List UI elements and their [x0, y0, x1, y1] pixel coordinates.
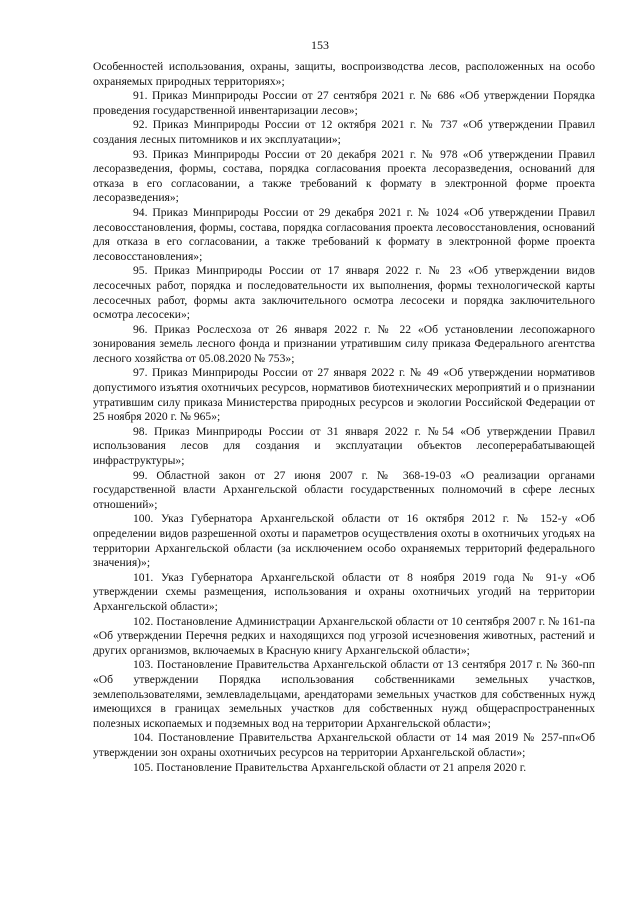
list-item-91: 91. Приказ Минприроды России от 27 сентября 2021 г. № 686 «Об утверждении Порядка проведения государственной инвентаризации лесов»; [93, 89, 595, 117]
list-item-97: 97. Приказ Минприроды России от 27 января 2022 г. № 49 «Об утверждении нормативов допустимого изъятия охотничьих ресурсов, нормативов биотехнических мероприятий и о признании утратившим силу приказа Министерства природных ресурсов и экологии Российской Федерации от 25 ноября 2020 г. № 965»; [93, 366, 595, 424]
list-item-105: 105. Постановление Правительства Архангельской области от 21 апреля 2020 г. [133, 760, 527, 774]
list-item-101: 101. Указ Губернатора Архангельской области от 8 ноября 2019 года № 91-у «Об утверждении схемы размещения, использования и охраны охотничьих угодий на территории Архангельской области»; [93, 570, 595, 613]
list-item-102: 102. Постановление Администрации Архангельской области от 10 сентября 2007 г. № 161-па «Об утверждении Перечня редких и находящихся под угрозой исчезновения животных, растений и других организмов, включаемых в Красную книгу Архангельской области»; [93, 614, 595, 657]
list-item-100: 100. Указ Губернатора Архангельской области от 16 октября 2012 г. № 152-у «Об определении видов разрешенной охоты и параметров осуществления охоты в охотничьих угодьях на территории Архангельской области (за исключением особо охраняемых территорий федерального значения)»; [93, 512, 595, 570]
list-item-96: 96. Приказ Рослесхоза от 26 января 2022 г. № 22 «Об установлении лесопожарного зонирования земель лесного фонда и признании утратившим силу приказа Федерального агентства лесного хозяйства от 05.08.2020 № 753»; [93, 322, 595, 365]
list-item-94: 94. Приказ Минприроды России от 29 декабря 2021 г. № 1024 «Об утверждении Правил лесовосстановления, формы, состава, порядка согласования проекта лесовосстановления, оснований для отказа в его согласовании, а также требований к формату в электронной форме проекта лесовосстановления»; [93, 205, 595, 263]
list-item-104: 104. Постановление Правительства Архангельской области от 14 мая 2019 № 257-пп«Об утверждении зон охраны охотничьих ресурсов на территории Архангельской области»; [93, 731, 595, 759]
list-item-103: 103. Постановление Правительства Архангельской области от 13 сентября 2017 г. № 360-пп «Об утверждении Порядка использования собственниками земельных участков, землепользователями, землевладельцами, арендаторами земельных участков для собственных нужд имеющихся в границах земельных участков для собственных нужд общераспространенных полезных ископаемых и подземных вод на территории Архангельской области»; [93, 658, 595, 730]
list-item-93: 93. Приказ Минприроды России от 20 декабря 2021 г. № 978 «Об утверждении Правил лесоразведения, формы, состава, порядка согласования проекта лесоразведения, оснований для отказа в его согласовании, а также требований к формату в электронной форме проекта лесоразведения»; [93, 147, 595, 205]
list-item-95: 95. Приказ Минприроды России от 17 января 2022 г. № 23 «Об утверждении видов лесосечных работ, порядка и последовательности их выполнения, формы технологической карты лесосечных работ, формы акта заключительного осмотра лесосеки и порядка заключительного осмотра лесосеки»; [93, 264, 595, 322]
list-item-99: 99. Областной закон от 27 июня 2007 г. № 368-19-03 «О реализации органами государственной власти Архангельской области государственных полномочий в сфере лесных отношений»; [93, 468, 595, 511]
list-item-98: 98. Приказ Минприроды России от 31 января 2022 г. №54 «Об утверждении Правил использования лесов для создания и эксплуатации объектов лесоперерабатывающей инфраструктуры»; [93, 424, 595, 468]
legal-acts-list [93, 60, 595, 775]
list-item-continuation: Особенностей использования, охраны, защиты, воспроизводства лесов, расположенных на особо охраняемых природных территориях»; [93, 60, 595, 88]
page-number: 153 [311, 38, 329, 52]
list-item-92: 92. Приказ Минприроды России от 12 октября 2021 г. № 737 «Об утверждении Правил создания лесных питомников и их эксплуатации»; [93, 118, 595, 146]
